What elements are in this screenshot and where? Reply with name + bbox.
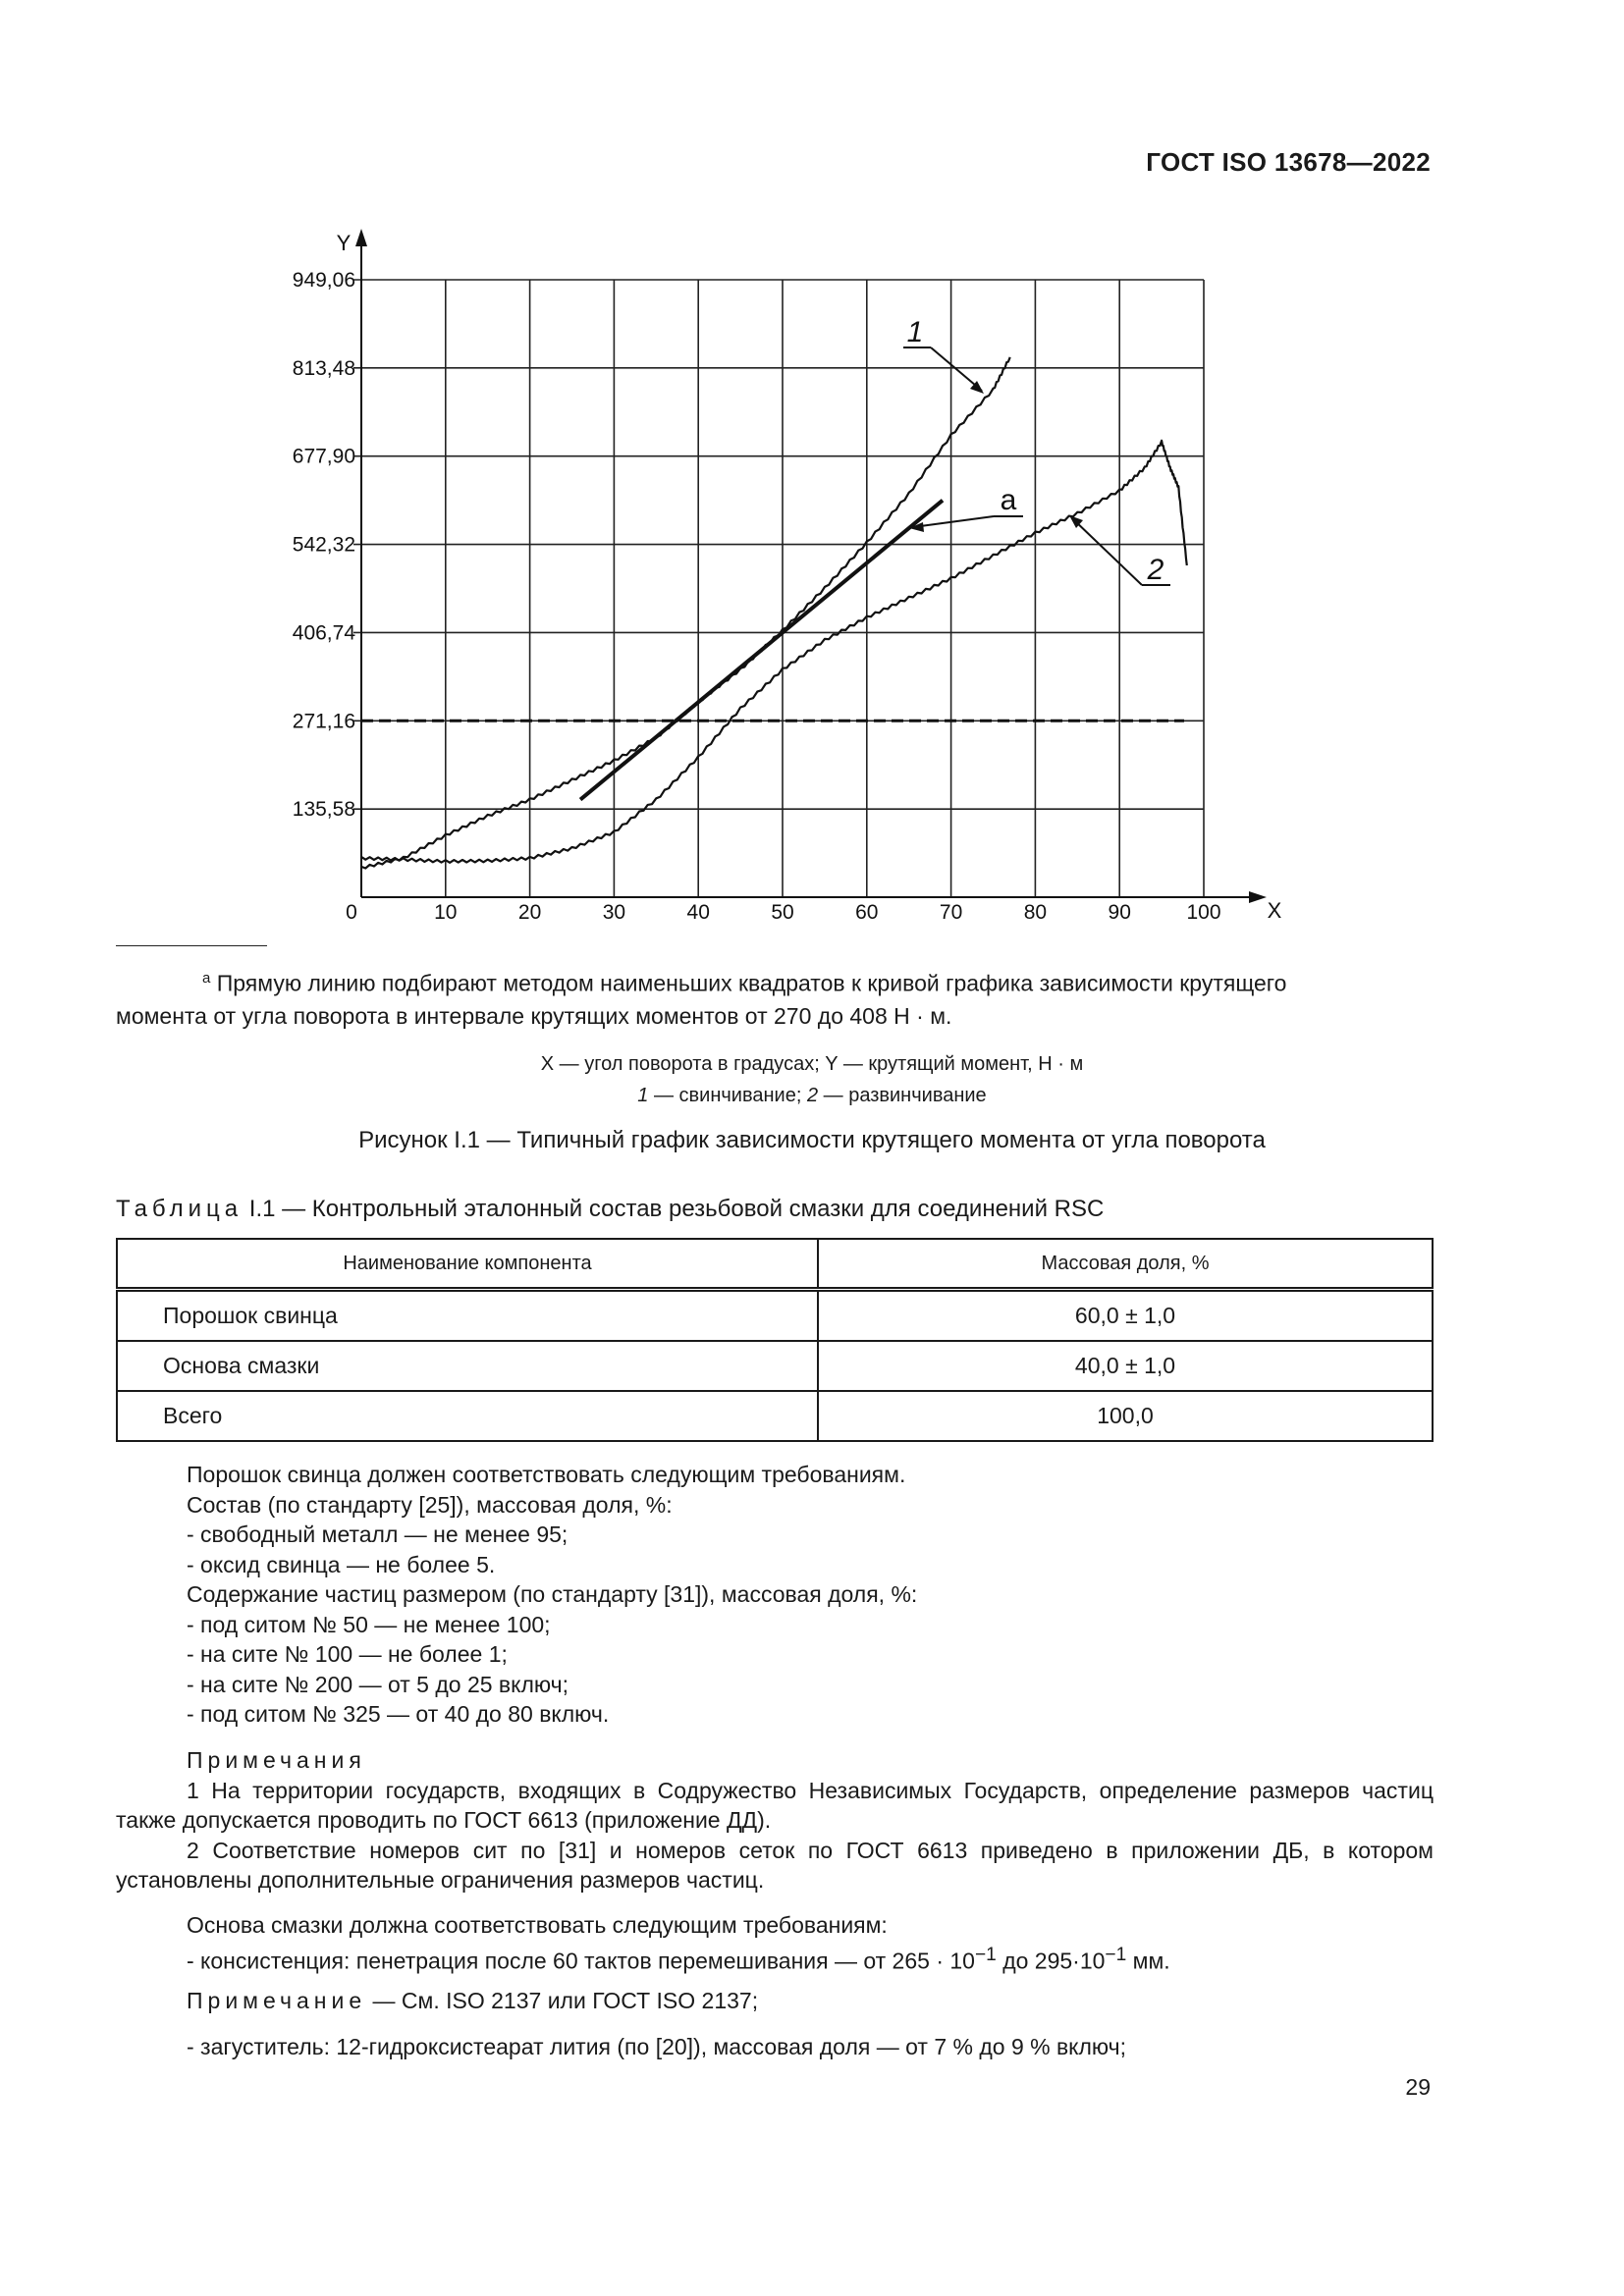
footnote [116,962,1373,1033]
paragraph: Состав (по стандарту [25]), массовая доля, %: [187,1491,673,1518]
y-tick-label: 949,06 [292,269,355,292]
x-tick-label: 50 [771,901,794,924]
superscript: −1 [974,1944,997,1965]
x-axis-arrow [1249,891,1267,903]
footnote-marker: a [202,970,211,987]
cell-value: 60,0 ± 1,0 [818,1290,1433,1342]
list-item-consistency [116,1941,1434,1976]
lead-powder-requirements [116,1460,1434,1730]
grease-base-requirements [116,1910,1434,1976]
label-2-leader [1072,518,1142,585]
table-row [117,1341,1433,1391]
chart-series [361,357,1187,869]
consistency-text-a: - консистенция: пенетрация после 60 тактов перемешивания — от 265 · 10 [187,1948,975,1974]
figure-legend-line-1: X — угол поворота в градусах; Y — крутящий момент, Н · м [540,1053,1084,1075]
x-tick-label: 80 [1023,901,1048,924]
table-header-row [117,1239,1433,1290]
x-tick-label: 70 [939,901,963,924]
curve-label-1: 1 [906,316,924,348]
chart-grid [353,280,1204,897]
paragraph: Содержание частиц размером (по стандарту [31]), массовая доля, %: [187,1581,918,1607]
chart-annotations [903,316,1170,586]
x-tick-label: 40 [686,901,710,924]
x-tick-label: 0 [346,901,357,924]
x-tick-label: 10 [434,901,458,924]
series-line-1 [361,357,1010,869]
note-3 [116,1986,1434,2016]
superscript: −1 [1105,1944,1127,1965]
paragraph: Порошок свинца должен соответствовать следующим требованиям. [187,1462,906,1487]
note-2: 2 Соответствие номеров сит по [31] и номеров сеток по ГОСТ 6613 приведено в приложении ДБ, в котором установлены дополнительные ограничения размеров частиц. [116,1837,1434,1893]
cell-value: 40,0 ± 1,0 [818,1341,1433,1391]
legend-number-2: 2 [806,1085,819,1106]
legend-number-1: 1 [637,1085,649,1106]
composition-table [116,1238,1434,1442]
list-item: - оксид свинца — не более 5. [187,1551,496,1577]
line-label-a: a [1000,484,1017,516]
list-item: - на сите № 100 — не более 1; [187,1641,508,1667]
list-item: - свободный металл — не менее 95; [187,1522,568,1547]
list-item: - под ситом № 50 — не менее 100; [187,1611,551,1637]
header-component: Наименование компонента [117,1239,818,1290]
note-1: 1 На территории государств, входящих в Содружество Независимых Государств, определение размеров частиц также допускается проводить по ГОСТ 6613 (приложение ДД). [116,1777,1434,1833]
paragraph: Основа смазки должна соответствовать следующим требованиям: [187,1912,888,1938]
document-header: ГОСТ ISO 13678—2022 [1146,147,1431,177]
curve-label-2: 2 [1147,554,1164,586]
x-tick-label: 30 [602,901,626,924]
consistency-text-c: мм. [1126,1948,1170,1974]
y-tick-label: 271,16 [292,710,355,733]
list-item: - под ситом № 325 — от 40 до 80 включ. [187,1701,610,1727]
y-tick-label: 677,90 [292,445,355,468]
consistency-text-b: до 295·10 [996,1948,1106,1974]
x-tick-label: 20 [517,901,542,924]
notes-title: Примечания [187,1747,366,1773]
x-tick-label: 60 [855,901,879,924]
x-tick-label: 90 [1108,901,1131,924]
y-tick-label: 406,74 [292,621,355,645]
table-label: Таблица [116,1196,244,1222]
series-line-fit-a [580,501,943,800]
footnote-divider [116,945,267,946]
y-axis-label: Y [336,231,352,255]
footnote-text: Прямую линию подбирают методом наименьших квадратов к кривой графика зависимости крутящего момента от угла поворота в интервале крутящих моментов от 270 до 408 Н · м. [116,970,1287,1029]
label-a-leader [913,516,994,527]
cell-component: Всего [117,1391,818,1441]
notes-block [116,1745,1434,1896]
list-item: - загуститель: 12-гидроксистеарат лития (по [20]), массовая доля — от 7 % до 9 % включ; [187,2034,1127,2059]
figure-legend-line-2 [0,1085,1624,1107]
note-text: — См. ISO 2137 или ГОСТ ISO 2137; [366,1988,759,2013]
legend-text-1: — свинчивание; [648,1085,807,1106]
x-axis-label: X [1267,898,1282,923]
torque-angle-chart [0,0,1624,942]
table-title-text: I.1 — Контрольный эталонный состав резьбовой смазки для соединений RSC [243,1196,1105,1222]
cell-component: Основа смазки [117,1341,818,1391]
table-row [117,1290,1433,1342]
table-row [117,1391,1433,1441]
x-tick-label: 100 [1186,901,1221,924]
cell-value: 100,0 [818,1391,1433,1441]
series-line-2 [361,441,1187,863]
y-tick-label: 542,32 [292,533,355,557]
thickener-item [116,2032,1434,2062]
page-number: 29 [1405,2074,1431,2100]
list-item: - на сите № 200 — от 5 до 25 включ; [187,1671,569,1697]
y-tick-label: 813,48 [292,356,355,380]
legend-text-2: — развинчивание [818,1085,987,1106]
y-axis-arrow [355,229,367,246]
header-mass-fraction: Массовая доля, % [818,1239,1433,1290]
cell-component: Порошок свинца [117,1290,818,1342]
table-title [116,1196,1104,1223]
chart-ticks [293,269,1221,924]
note-label: Примечание [187,1988,367,2013]
figure-caption: Рисунок I.1 — Типичный график зависимости крутящего момента от угла поворота [358,1127,1266,1153]
y-tick-label: 135,58 [292,798,355,822]
